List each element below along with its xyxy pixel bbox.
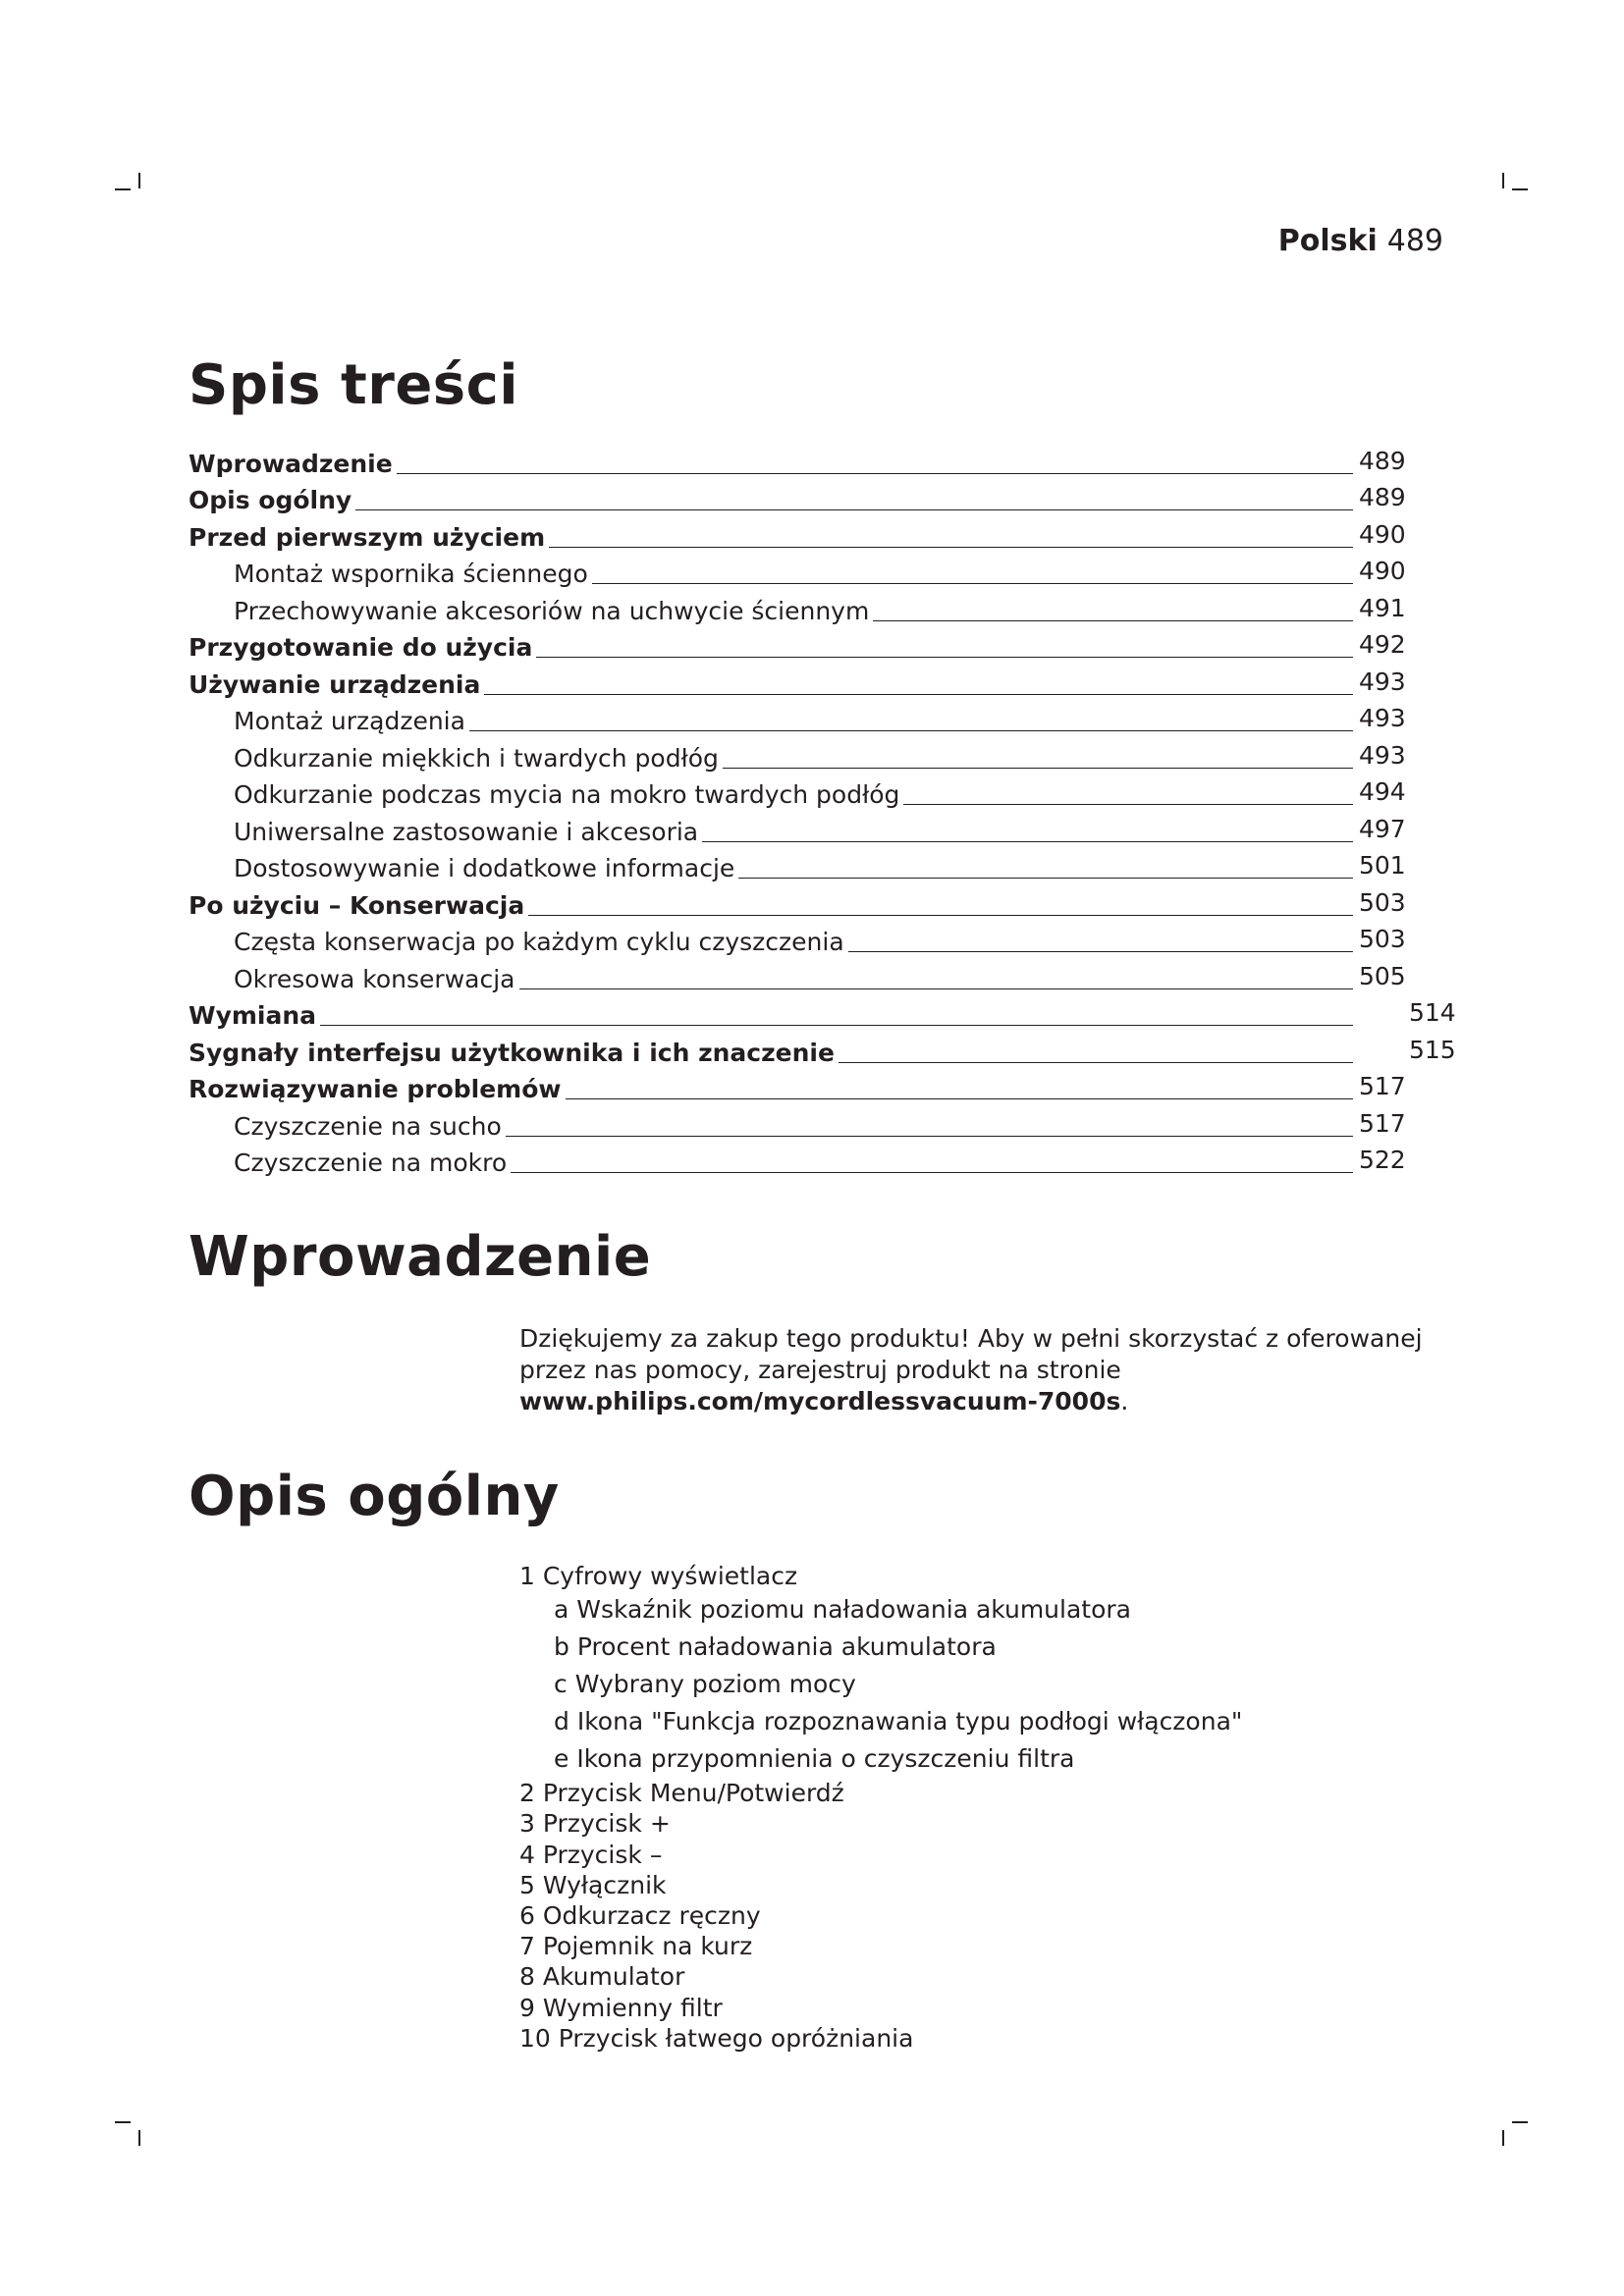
- toc-leader-line: [506, 1136, 1353, 1137]
- toc-entry-page: 490: [1359, 557, 1406, 585]
- toc-entry-page: 489: [1359, 446, 1406, 475]
- toc-entry-page: 497: [1359, 814, 1406, 843]
- toc-entry-page: 514: [1409, 998, 1456, 1027]
- toc-entry-label: Okresowa konserwacja: [234, 964, 515, 993]
- toc-leader-line: [839, 1062, 1353, 1063]
- toc-entry-label: Montaż wspornika ściennego: [234, 560, 588, 588]
- toc-entry[interactable]: [189, 514, 1455, 552]
- toc-entry-page: 493: [1359, 704, 1406, 732]
- toc-entry[interactable]: [189, 699, 1455, 736]
- toc-entry-page: 522: [1359, 1146, 1406, 1174]
- toc-entry-label: Po użyciu – Konserwacja: [189, 890, 525, 920]
- toc-entry-page: 515: [1409, 1035, 1456, 1064]
- toc-entry[interactable]: [189, 773, 1455, 810]
- toc-entry-label: Odkurzanie miękkich i twardych podłóg: [234, 743, 719, 773]
- toc-entry-page: 517: [1359, 1072, 1406, 1100]
- overview-item: 2 Przycisk Menu/Potwierdź: [519, 1779, 844, 1808]
- toc-leader-line: [738, 878, 1353, 879]
- toc-entry[interactable]: [189, 662, 1455, 699]
- toc-entry-label: Uniwersalne zastosowanie i akcesoria: [234, 817, 699, 846]
- toc-entry-label: Wymiana: [189, 1001, 317, 1030]
- intro-title: Wprowadzenie: [189, 1225, 652, 1289]
- toc-entry[interactable]: [189, 1141, 1455, 1178]
- toc-leader-line: [566, 1098, 1353, 1099]
- toc-entry[interactable]: [189, 1067, 1455, 1104]
- toc-entry[interactable]: [189, 882, 1455, 920]
- intro-text: Dziękujemy za zakup tego produktu! Aby w pełni skorzystać z oferowanej przez nas pomocy, zarejestruj produkt na stronie: [519, 1324, 1423, 1384]
- toc-entry[interactable]: [189, 735, 1455, 773]
- overview-subitem: b Procent naładowania akumulatora: [554, 1632, 997, 1662]
- toc-entry-page: 503: [1359, 887, 1406, 917]
- overview-item: 8 Akumulator: [519, 1962, 685, 1992]
- toc-leader-line: [519, 988, 1353, 989]
- toc-entry-label: Przechowywanie akcesoriów na uchwycie ściennym: [234, 596, 870, 625]
- overview-subitem: e Ikona przypomnienia o czyszczeniu filtra: [554, 1744, 1075, 1774]
- toc-leader-line: [723, 768, 1353, 769]
- toc-leader-line: [484, 694, 1353, 695]
- toc-entry-page: 493: [1359, 667, 1406, 696]
- toc-entry-label: Przygotowanie do użycia: [189, 633, 533, 662]
- overview-list: [519, 1561, 1242, 2054]
- toc-entry-label: Używanie urządzenia: [189, 669, 481, 699]
- toc-entry-label: Montaż urządzenia: [234, 707, 465, 735]
- toc-entry-page: 492: [1359, 630, 1406, 659]
- toc-leader-line: [355, 509, 1353, 510]
- toc-entry-label: Częsta konserwacja po każdym cyklu czyszczenia: [234, 928, 844, 956]
- toc-entry[interactable]: [189, 846, 1455, 883]
- header-page-number: 489: [1386, 224, 1443, 258]
- table-of-contents: [189, 441, 1455, 1177]
- overview-item: 6 Odkurzacz ręczny: [519, 1900, 761, 1930]
- toc-leader-line: [903, 804, 1353, 805]
- overview-item: 9 Wymienny filtr: [519, 1993, 723, 2022]
- toc-leader-line: [528, 915, 1353, 916]
- toc-leader-line: [536, 657, 1353, 658]
- overview-item: 7 Pojemnik na kurz: [519, 1932, 753, 1961]
- toc-entry[interactable]: [189, 809, 1455, 846]
- overview-subitem: a Wskaźnik poziomu naładowania akumulatora: [554, 1595, 1131, 1625]
- toc-entry[interactable]: [189, 625, 1455, 663]
- product-url-link[interactable]: www.philips.com/mycordlessvacuum-7000s: [519, 1387, 1121, 1415]
- toc-leader-line: [702, 841, 1353, 842]
- overview-subitem: d Ikona "Funkcja rozpoznawania typu podłogi włączona": [554, 1707, 1243, 1736]
- toc-entry[interactable]: [189, 956, 1455, 993]
- toc-leader-line: [549, 547, 1353, 548]
- toc-entry[interactable]: [189, 993, 1455, 1031]
- overview-item: 5 Wyłącznik: [519, 1870, 667, 1899]
- toc-entry-page: 505: [1359, 961, 1406, 990]
- toc-entry-page: 503: [1359, 925, 1406, 953]
- toc-leader-line: [848, 951, 1353, 952]
- toc-entry-label: Rozwiązywanie problemów: [189, 1075, 562, 1103]
- toc-entry-label: Czyszczenie na mokro: [234, 1148, 508, 1177]
- overview-subitem: c Wybrany poziom mocy: [554, 1670, 856, 1699]
- overview-title: Opis ogólny: [189, 1465, 560, 1528]
- toc-entry[interactable]: [189, 1103, 1455, 1141]
- toc-entry-page: 493: [1359, 740, 1406, 770]
- overview-item: 10 Przycisk łatwego opróżniania: [519, 2023, 914, 2053]
- toc-entry-label: Sygnały interfejsu użytkownika i ich znaczenie: [189, 1038, 835, 1067]
- toc-entry[interactable]: [189, 920, 1455, 957]
- overview-item: 3 Przycisk +: [519, 1809, 671, 1839]
- toc-entry-label: Opis ogólny: [189, 486, 352, 514]
- toc-title: Spis treści: [189, 353, 519, 417]
- toc-leader-line: [511, 1172, 1353, 1173]
- intro-paragraph: [519, 1323, 1462, 1417]
- toc-entry[interactable]: [189, 552, 1455, 589]
- toc-entry[interactable]: [189, 441, 1455, 478]
- toc-entry-page: 517: [1359, 1108, 1406, 1138]
- toc-entry-page: 489: [1359, 483, 1406, 511]
- toc-entry-page: 494: [1359, 777, 1406, 806]
- toc-leader-line: [397, 473, 1353, 474]
- toc-entry-page: 490: [1359, 519, 1406, 549]
- toc-leader-line: [592, 583, 1353, 584]
- toc-leader-line: [469, 730, 1353, 731]
- toc-entry-label: Wprowadzenie: [189, 449, 393, 478]
- toc-entry-page: 501: [1359, 851, 1406, 880]
- toc-entry-label: Przed pierwszym użyciem: [189, 522, 546, 552]
- toc-entry-label: Dostosowywanie i dodatkowe informacje: [234, 854, 735, 882]
- overview-item: 4 Przycisk –: [519, 1840, 663, 1869]
- intro-url-suffix: .: [1120, 1387, 1129, 1415]
- header-language: Polski: [1277, 224, 1378, 258]
- toc-entry-page: 491: [1359, 593, 1406, 622]
- toc-leader-line: [873, 620, 1353, 621]
- toc-entry[interactable]: [189, 1030, 1455, 1067]
- toc-entry[interactable]: [189, 478, 1455, 515]
- toc-entry-label: Odkurzanie podczas mycia na mokro twardych podłóg: [234, 780, 900, 809]
- toc-entry-label: Czyszczenie na sucho: [234, 1111, 502, 1141]
- page-header: [1278, 224, 1443, 258]
- toc-entry[interactable]: [189, 588, 1455, 625]
- overview-item: 1 Cyfrowy wyświetlacz: [519, 1562, 798, 1590]
- toc-leader-line: [320, 1025, 1353, 1026]
